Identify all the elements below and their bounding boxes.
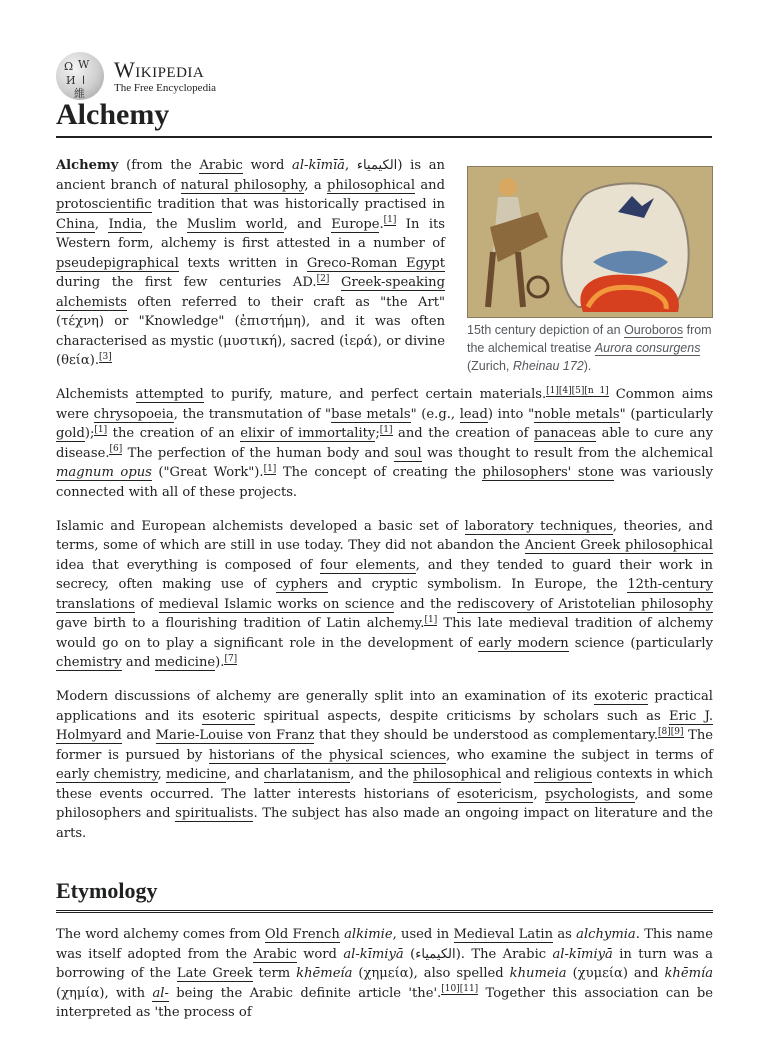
citation[interactable]: [7] [224, 653, 238, 664]
link[interactable]: lead [459, 406, 488, 422]
citation[interactable]: [2] [316, 273, 330, 284]
link[interactable]: 12th-century translations [56, 577, 713, 612]
link[interactable]: cyphers [275, 577, 328, 592]
link[interactable]: China [56, 216, 95, 232]
article-body [56, 156, 713, 1037]
link[interactable]: pseudepigraphical [56, 255, 179, 271]
link[interactable]: psychologists [545, 786, 635, 802]
wikipedia-globe-icon: Ω W И ا 維 [56, 52, 104, 100]
citation[interactable]: [1] [383, 215, 397, 226]
link[interactable]: medieval Islamic works on science [158, 596, 395, 612]
link[interactable]: early chemistry [56, 767, 158, 782]
citation[interactable]: [8] [658, 726, 671, 737]
citation[interactable]: [5] [571, 385, 585, 396]
link[interactable]: gold [56, 426, 85, 441]
link[interactable]: India [108, 216, 143, 232]
link[interactable]: medicine [166, 767, 227, 782]
citation[interactable]: [4] [558, 385, 572, 396]
paragraph-3: Islamic and European alchemists developed a basic set of laboratory techniques, theories, and terms, some of which are still in use today. They did not abandon the Ancient Greek philosophical idea that everything is composed of four elements, and they tended to guard their work in secrecy, often making use of cyphers and cryptic symbolism. In Europe, the 12th-century translations of medieval Islamic works on science and the rediscovery of Aristotelian philosophy gave birth to a flourishing tradition of Latin alchemy.[1] This late medieval tradition of alchemy would go on to play a significant role in the development of early modern science (particularly chemistry and medicine).[7] [56, 518, 714, 670]
infobox-figure [467, 166, 713, 375]
paragraph-4: Modern discussions of alchemy are generally split into an examination of its exoteric practical applications and its esoteric spiritual aspects, despite criticisms by scholars such as Eric J. Holmyard and Marie-Louise von Franz that they should be understood as complementary.[8][9] The former is pursued by historians of the physical sciences, who examine the subject in terms of early chemistry, medicine, and charlatanism, and the philosophical and religious contexts in which these events occurred. The latter interests historians of esotericism, psychologists, and some philosophers and spiritualists. The subject has also made an ongoing impact on literature and the arts. [56, 689, 714, 841]
link[interactable]: esotericism [456, 786, 534, 802]
link[interactable]: religious [534, 767, 593, 782]
ouroboros-illustration[interactable] [467, 166, 713, 318]
citation[interactable]: [1] [546, 385, 559, 396]
link[interactable]: Old French [264, 927, 340, 942]
link[interactable]: attempted [135, 387, 204, 402]
link[interactable]: panaceas [534, 426, 597, 441]
link[interactable]: philosophical [327, 177, 416, 193]
section-heading-etymology: Etymology [56, 877, 713, 913]
link[interactable]: Ancient Greek philosophical [524, 538, 713, 553]
link[interactable]: elixir of immortality [240, 426, 376, 441]
link[interactable]: Muslim world [186, 216, 284, 232]
link[interactable]: Late Greek [176, 966, 253, 981]
link[interactable]: charlatanism [263, 767, 351, 782]
citation[interactable]: [6] [109, 444, 123, 455]
citation[interactable]: [3] [99, 351, 112, 362]
link[interactable]: four elements [320, 557, 416, 573]
link[interactable]: Marie-Louise von Franz [155, 728, 315, 743]
link[interactable]: al- [152, 985, 169, 1001]
paragraph-2: Alchemists attempted to purify, mature, and perfect certain materials.[1][4][5][n 1] Common aims were chrysopoeia, the transmutation of "base metals" (e.g., lead) into "noble metals" (particularly gold);[1] the creation of an elixir of immortality;[1] and the creation of panaceas able to cure any disease.[6] The perfection of the human body and soul was thought to result from the alchemical magnum opus ("Great Work").[1] The concept of creating the philosophers' stone was variously connected with all of these projects. [56, 385, 714, 500]
link[interactable]: rediscovery of Aristotelian philosophy [457, 596, 714, 612]
link[interactable]: Eric J. Holmyard [56, 708, 713, 743]
citation[interactable]: [9] [670, 726, 684, 737]
link[interactable]: protoscientific [56, 197, 152, 212]
link[interactable]: Europe [331, 216, 380, 232]
link[interactable]: laboratory techniques [464, 518, 613, 534]
link[interactable]: philosophical [413, 767, 502, 782]
site-logo[interactable] [56, 52, 216, 100]
paragraph-1: Alchemy (from the Arabic word al-kīmīā, الكيمياء) is an ancient branch of natural philosophy, a philosophical and protoscientific tradition that was historically practised in China, India, the Muslim world, and Europe.[1] In its Western form, alchemy is first attested in a number of pseudepigraphical texts written in Greco-Roman Egypt during the first few centuries AD.[2] Greek-speaking alchemists often referred to their craft as "the Art" (τέχνη) or "Knowledge" (ἐπιστήμη), and it was often characterised as mystic (μυστική), sacred (ἱɛρά), or divine (θεία).[3] [56, 158, 445, 368]
link[interactable]: natural philosophy [180, 177, 305, 193]
link[interactable]: spiritualists [175, 806, 254, 821]
link[interactable]: early modern [478, 635, 569, 651]
link[interactable]: historians of the physical sciences [208, 747, 447, 763]
site-tagline: The Free Encyclopedia [114, 81, 217, 94]
site-name: Wikipedia [114, 56, 205, 82]
link[interactable]: philosophers' stone [482, 465, 614, 480]
citation[interactable]: [1] [94, 424, 108, 435]
citation[interactable]: [1] [263, 463, 277, 474]
link[interactable]: Arabic [253, 946, 297, 962]
citation[interactable]: [10] [441, 984, 460, 995]
link[interactable]: esoteric [202, 708, 256, 724]
link[interactable]: medicine [154, 655, 216, 670]
link[interactable]: exoteric [594, 689, 648, 704]
citation[interactable]: [1] [424, 614, 438, 625]
link-aurora-consurgens[interactable]: Aurora consurgens [594, 341, 701, 355]
link[interactable]: Medieval Latin [453, 927, 554, 942]
link[interactable]: soul [394, 445, 422, 461]
citation[interactable]: [1] [379, 424, 393, 435]
link[interactable]: magnum opus [56, 465, 152, 480]
link-ouroboros[interactable]: Ouroboros [624, 323, 684, 337]
page-title: Alchemy [56, 94, 712, 138]
link[interactable]: Arabic [199, 158, 243, 173]
link[interactable]: chrysopoeia [93, 406, 174, 422]
link[interactable]: Greco-Roman Egypt [306, 255, 445, 271]
link[interactable]: noble metals [534, 406, 620, 422]
citation[interactable]: [11] [459, 984, 479, 995]
link[interactable]: Greek-speaking alchemists [56, 275, 445, 310]
link[interactable]: chemistry [56, 655, 122, 670]
figure-caption: 15th century depiction of an Ouroboros from the alchemical treatise Aurora consurgens (Zurich, Rheinau 172). [467, 323, 712, 373]
link[interactable]: base metals [331, 406, 411, 422]
paragraph-etymology: The word alchemy comes from Old French alkimie, used in Medieval Latin as alchymia. This name was itself adopted from the Arabic word al-kīmiyā (الكيمياء). The Arabic al-kīmiyā in turn was a borrowing of the Late Greek term khēmeía (χημεία), also spelled khumeia (χυμεία) and khēmía (χημία), with al- being the Arabic definite article 'the'.[10][11] Together this association can be interpreted as 'the process of [56, 927, 714, 1020]
citation[interactable]: [n 1] [584, 385, 609, 396]
